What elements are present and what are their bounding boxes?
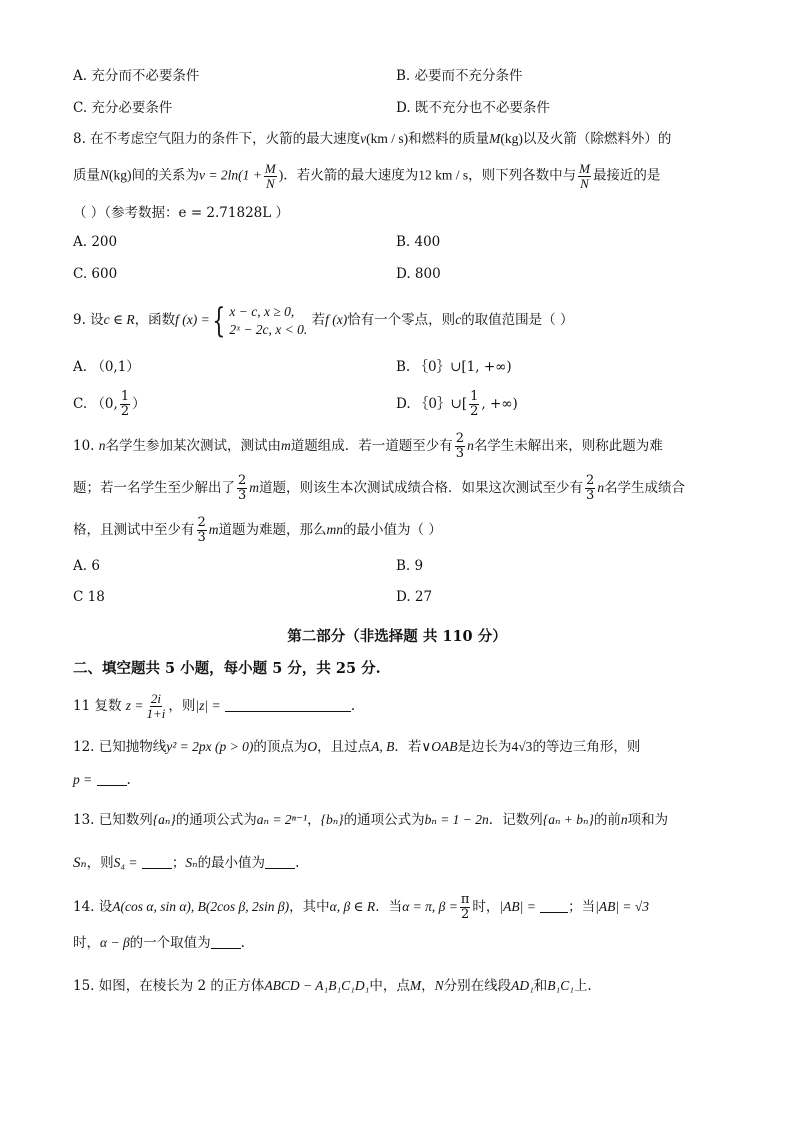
q13-line-2: Sₙ，则S₄ = ；Sₙ的最小值为 .: [73, 855, 300, 871]
q8-line-1: 8. 在不考虑空气阻力的条件下，火箭的最大速度v(km / s)和燃料的质量M(kg)以及火箭（除燃料外）的: [73, 131, 672, 147]
q9-stem: 9. 设c ∈ R，函数f (x) ={ x − c, x ≥ 0, 2ˣ − 2c, x < 0. 若f (x)恰有一个零点，则c的取值范围是（ ）: [73, 300, 574, 341]
q9-option-a: A. （0,1）: [73, 359, 140, 375]
part2-title: 第二部分（非选择题 共 110 分）: [287, 628, 507, 645]
q10-option-a: A. 6: [73, 558, 100, 574]
q10-option-c: C 18: [73, 589, 105, 605]
q9-cases-brace: {: [212, 300, 226, 341]
q9-option-d: D. ｛0｝∪[ $\frac{1}{2}$ , +∞): [396, 389, 518, 419]
q9-option-c: C. （0, $\frac{1}{2}$ ）: [73, 389, 146, 419]
q12-answer-blank[interactable]: [97, 785, 127, 786]
q7-option-c: C. 充分必要条件: [73, 100, 173, 116]
q11-stem: 11 复数 z = $\frac{2i}{1+i}$ ，则|z| = .: [73, 691, 356, 721]
q14-line-1: 14. 设A(cos α, sin α), B(2cos β, 2sin β)，其中α, β ∈ R．当α = π, β = $\frac{\pi}{2}$ 时，|AB| = ；当|AB| = √3: [73, 892, 650, 922]
q7-option-d: D. 既不充分也不必要条件: [396, 100, 550, 116]
q8-option-d: D. 800: [396, 266, 441, 282]
q13-line-1: 13. 已知数列{aₙ}的通项公式为aₙ = 2ⁿ⁻¹，{bₙ}的通项公式为bₙ = 1 − 2n．记数列{aₙ + bₙ}的前n项和为: [73, 812, 669, 828]
q15-stem: 15. 如图，在棱长为 2 的正方体ABCD − A₁B₁C₁D₁中，点M，N分别在线段AD₁和B₁C₁上.: [73, 978, 592, 994]
q7-option-b: B. 必要而不充分条件: [396, 68, 523, 84]
q8-line-3: （ ）（参考数据：e = 2.71828L ）: [73, 205, 290, 221]
q14-answer-blank-angle[interactable]: [211, 948, 241, 949]
q12-line-1: 12. 已知抛物线y² = 2px (p > 0)的顶点为O，且过点A, B．若∨OAB是边长为4√3的等边三角形，则: [73, 739, 641, 755]
q13-answer-blank-min[interactable]: [265, 868, 295, 869]
q8-option-c: C. 600: [73, 266, 118, 282]
q10-option-b: B. 9: [396, 558, 424, 574]
q9-option-b: B. ｛0｝∪[1, +∞): [396, 359, 512, 375]
q10-option-d: D. 27: [396, 589, 433, 605]
q12-line-2: p = .: [73, 772, 131, 788]
q8-option-a: A. 200: [73, 234, 118, 250]
q8-fraction-formula: $\frac{M}{N}$: [264, 161, 276, 191]
q10-line-1: 10. n名学生参加某次测试，测试由m道题组成．若一道题至少有 $\frac{2}{3}$ n名学生未解出来，则称此题为难: [73, 431, 663, 461]
q14-answer-blank-ab[interactable]: [540, 912, 568, 913]
q14-line-2: 时，α − β的一个取值为 .: [73, 935, 245, 951]
q13-answer-blank-s4[interactable]: [142, 868, 172, 869]
q7-option-a: A. 充分而不必要条件: [73, 68, 200, 84]
q8-option-b: B. 400: [396, 234, 441, 250]
q9-piecewise: x − c, x ≥ 0, 2ˣ − 2c, x < 0.: [229, 303, 308, 337]
q10-line-3: 格，且测试中至少有 $\frac{2}{3}$ m道题为难题，那么mn的最小值为（ ）: [73, 515, 442, 545]
q11-answer-blank[interactable]: [225, 711, 351, 712]
q8-fraction-ratio: $\frac{M}{N}$: [579, 161, 590, 191]
q10-line-2: 题；若一名学生至少解出了 $\frac{2}{3}$ m道题，则该生本次测试成绩合格．如果这次测试至少有 $\frac{2}{3}$ n名学生成绩合: [73, 473, 686, 503]
q8-line-2: 质量N(kg)间的关系为v = 2ln(1 + $\frac{M}{N}$ )．若火箭的最大速度为12 km / s，则下列各数中与 $\frac{M}{N}$ 最接近的是: [73, 161, 661, 191]
section-fill-in-heading: 二、填空题共 5 小题，每小题 5 分，共 25 分.: [73, 660, 381, 677]
